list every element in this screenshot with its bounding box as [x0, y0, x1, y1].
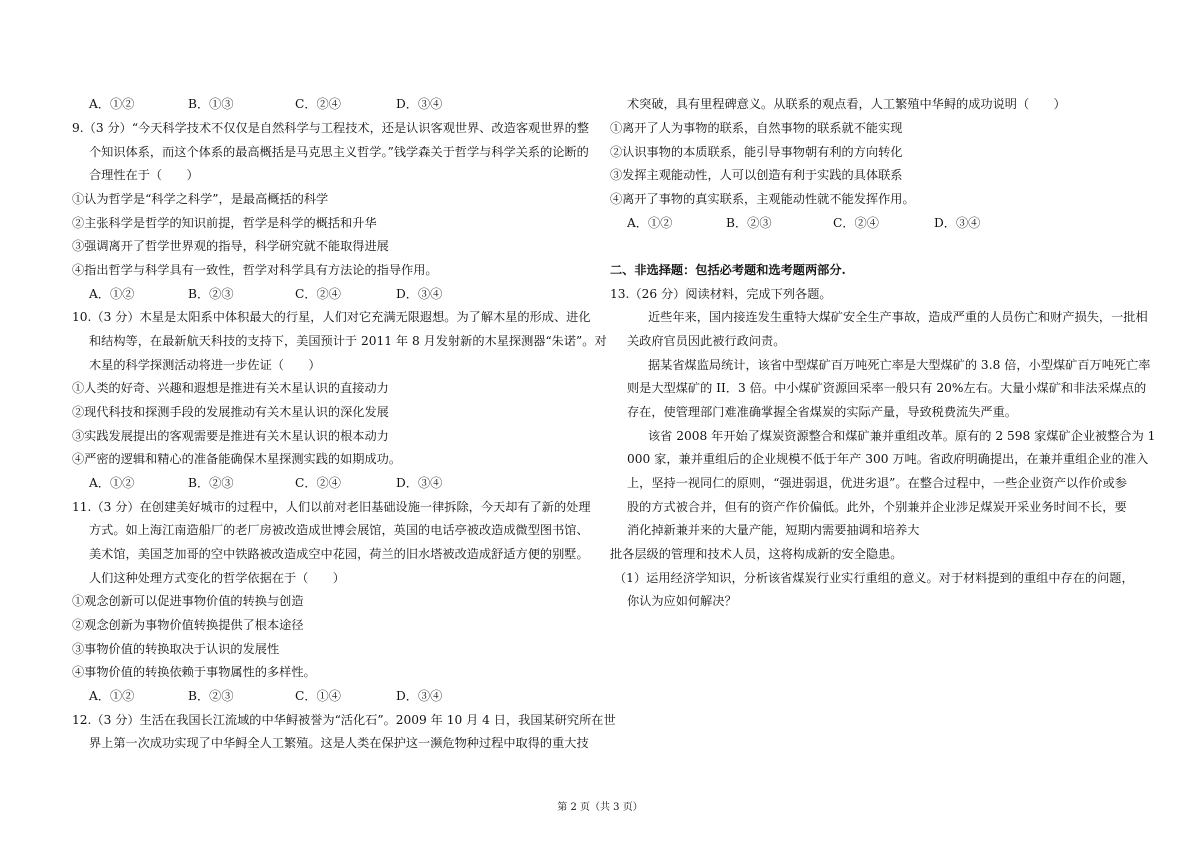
q10-item-4: ④严密的逻辑和精心的准备能确保木星探测实践的如期成功。 — [72, 452, 402, 466]
q13-para2-line-3: 存在，使管理部门难准确掌握全省煤炭的实际产量，导致税费流失严重。 — [627, 405, 1017, 419]
q13-head: 13.（26 分）阅读材料，完成下列各题。 — [610, 287, 832, 301]
option-a: A．①② — [89, 287, 135, 301]
option-d: D．③④ — [396, 287, 443, 301]
q11-stem-line-3: 美术馆，美国芝加哥的空中铁路被改造成空中花园，荷兰的旧水塔被改造成舒适方便的别墅。 — [89, 547, 589, 561]
right-column — [600, 0, 1200, 800]
option-c: C．②④ — [295, 287, 341, 301]
q9-stem-line-3: 合理性在于（ ） — [89, 168, 199, 182]
q13-sub1-line-2: 你认为应如何解决？ — [627, 594, 737, 608]
option-d: D．③④ — [396, 689, 443, 703]
q11-stem-line-1: 11.（3 分）在创建美好城市的过程中，人们以前对老旧基础设施一律拆除，今天却有了新的处理 — [72, 500, 591, 514]
option-c: C．②④ — [833, 216, 879, 230]
option-b: B．②③ — [188, 287, 234, 301]
q9-stem-line-1: 9.（3 分）“今天科学技术不仅仅是自然科学与工程技术，还是认识客观世界、改造客观世界的整 — [72, 121, 589, 135]
option-d: D．③④ — [396, 476, 443, 490]
option-c: C．①④ — [295, 689, 341, 703]
option-c: C．②④ — [295, 97, 341, 111]
q10-item-3: ③实践发展提出的客观需要是推进有关木星认识的根本动力 — [72, 429, 389, 443]
q13-para3-line-4: 股的方式被合并，但有的资产作价偏低。此外，个别兼并企业涉足煤炭开采业务时间不长，要 — [627, 500, 1127, 514]
option-a: A．①② — [89, 97, 135, 111]
q13-para1-line-2: 关政府官员因此被行政问责。 — [627, 334, 786, 348]
q13-para1-line-1: 近些年来，国内接连发生重特大煤矿安全生产事故，造成严重的人员伤亡和财产损失，一批相 — [648, 310, 1148, 324]
q10-stem-line-1: 10.（3 分）木星是太阳系中体积最大的行星，人们对它充满无限遐想。为了解木星的形成、进化 — [72, 310, 591, 324]
q12-item-1: ①离开了人为事物的联系，自然事物的联系就不能实现 — [610, 121, 903, 135]
q13-para3-line-3: 上，坚持一视同仁的原则，“强进弱退，优进劣退”。在整合过程中，一些企业资产以作价或参 — [627, 476, 1127, 490]
q13-sub1-line-1: （1）运用经济学知识，分析该省煤炭行业实行重组的意义。对于材料提到的重组中存在的问题， — [614, 571, 1134, 585]
q13-para3-end: 批各层级的管理和技术人员，这将构成新的安全隐患。 — [610, 547, 903, 561]
q11-stem-line-2: 方式。如上海江南造船厂的老厂房被改造成世博会展馆，英国的电话亭被改造成微型图书馆、 — [89, 523, 589, 537]
option-d: D．③④ — [396, 97, 443, 111]
q11-item-4: ④事物价值的转换依赖于事物属性的多样性。 — [72, 665, 316, 679]
q12-stem-line-2: 界上第一次成功实现了中华鲟全人工繁殖。这是人类在保护这一濒危物种过程中取得的重大技 — [89, 736, 589, 750]
option-b: B．②③ — [726, 216, 772, 230]
q13-para2-line-2: 则是大型煤矿的 II．3 倍。中小煤矿资源回采率一般只有 20%左右。大量小煤矿和非法采煤点的 — [627, 381, 1147, 395]
option-a: A．①② — [627, 216, 673, 230]
q11-item-3: ③事物价值的转换取决于认识的发展性 — [72, 642, 280, 656]
q12-item-3: ③发挥主观能动性，人可以创造有利于实践的具体联系 — [610, 168, 903, 182]
q10-stem-line-3: 木星的科学探测活动将进一步佐证（ ） — [89, 358, 321, 372]
q11-item-2: ②观念创新为事物价值转换提供了根本途径 — [72, 618, 304, 632]
q12-item-2: ②认识事物的本质联系，能引导事物朝有利的方向转化 — [610, 145, 903, 159]
option-d: D．③④ — [934, 216, 981, 230]
q13-para2-line-1: 据某省煤监局统计，该省中型煤矿百万吨死亡率是大型煤矿的 3.8 倍，小型煤矿百万吨死亡率 — [648, 358, 1151, 372]
q13-para3-line-2: 000 家，兼并重组后的企业规模不低于年产 300 万吨。省政府明确提出，在兼并重组企业的准入 — [627, 452, 1149, 466]
q11-item-1: ①观念创新可以促进事物价值的转换与创造 — [72, 594, 304, 608]
option-a: A．①② — [89, 476, 135, 490]
q13-para3-line-1: 该省 2008 年开始了煤炭资源整合和煤矿兼并重组改革。原有的 2 598 家煤矿企业被整合为 1 — [648, 429, 1156, 443]
section-title: 二、非选择题：包括必考题和选考题两部分. — [610, 263, 846, 277]
q13-para3-line-5: 消化掉新兼并来的大量产能，短期内需要抽调和培养大 — [627, 523, 920, 537]
q9-item-3: ③强调离开了哲学世界观的指导，科学研究就不能取得进展 — [72, 239, 389, 253]
page-footer: 第 2 页（共 3 页） — [557, 802, 643, 813]
left-column — [0, 0, 616, 800]
q12-stem-cont: 术突破，具有里程碑意义。从联系的观点看，人工繁殖中华鲟的成功说明（ ） — [627, 97, 1066, 111]
q12-stem-line-1: 12.（3 分）生活在我国长江流域的中华鲟被誉为“活化石”。2009 年 10 月 4 日，我国某研究所在世 — [72, 713, 616, 727]
q10-item-2: ②现代科技和探测手段的发展推动有关木星认识的深化发展 — [72, 405, 389, 419]
q9-stem-line-2: 个知识体系，而这个体系的最高概括是马克思主义哲学。”钱学森关于哲学与科学关系的论断的 — [89, 145, 589, 159]
q10-item-1: ①人类的好奇、兴趣和遐想是推进有关木星认识的直接动力 — [72, 381, 389, 395]
q10-stem-line-2: 和结构等，在最新航天科技的支持下，美国预计于 2011 年 8 月发射新的木星探测器“朱诺”。对 — [89, 334, 607, 348]
option-b: B．①③ — [188, 97, 234, 111]
q12-item-4: ④离开了事物的真实联系，主观能动性就不能发挥作用。 — [610, 192, 915, 206]
option-b: B．②③ — [188, 476, 234, 490]
option-b: B．②③ — [188, 689, 234, 703]
q9-item-4: ④指出哲学与科学具有一致性，哲学对科学具有方法论的指导作用。 — [72, 263, 438, 277]
q11-stem-line-4: 人们这种处理方式变化的哲学依据在于（ ） — [89, 571, 345, 585]
option-a: A．①② — [89, 689, 135, 703]
option-c: C．②④ — [295, 476, 341, 490]
q9-item-2: ②主张科学是哲学的知识前提，哲学是科学的概括和升华 — [72, 216, 377, 230]
q9-item-1: ①认为哲学是“科学之科学”，是最高概括的科学 — [72, 192, 329, 206]
